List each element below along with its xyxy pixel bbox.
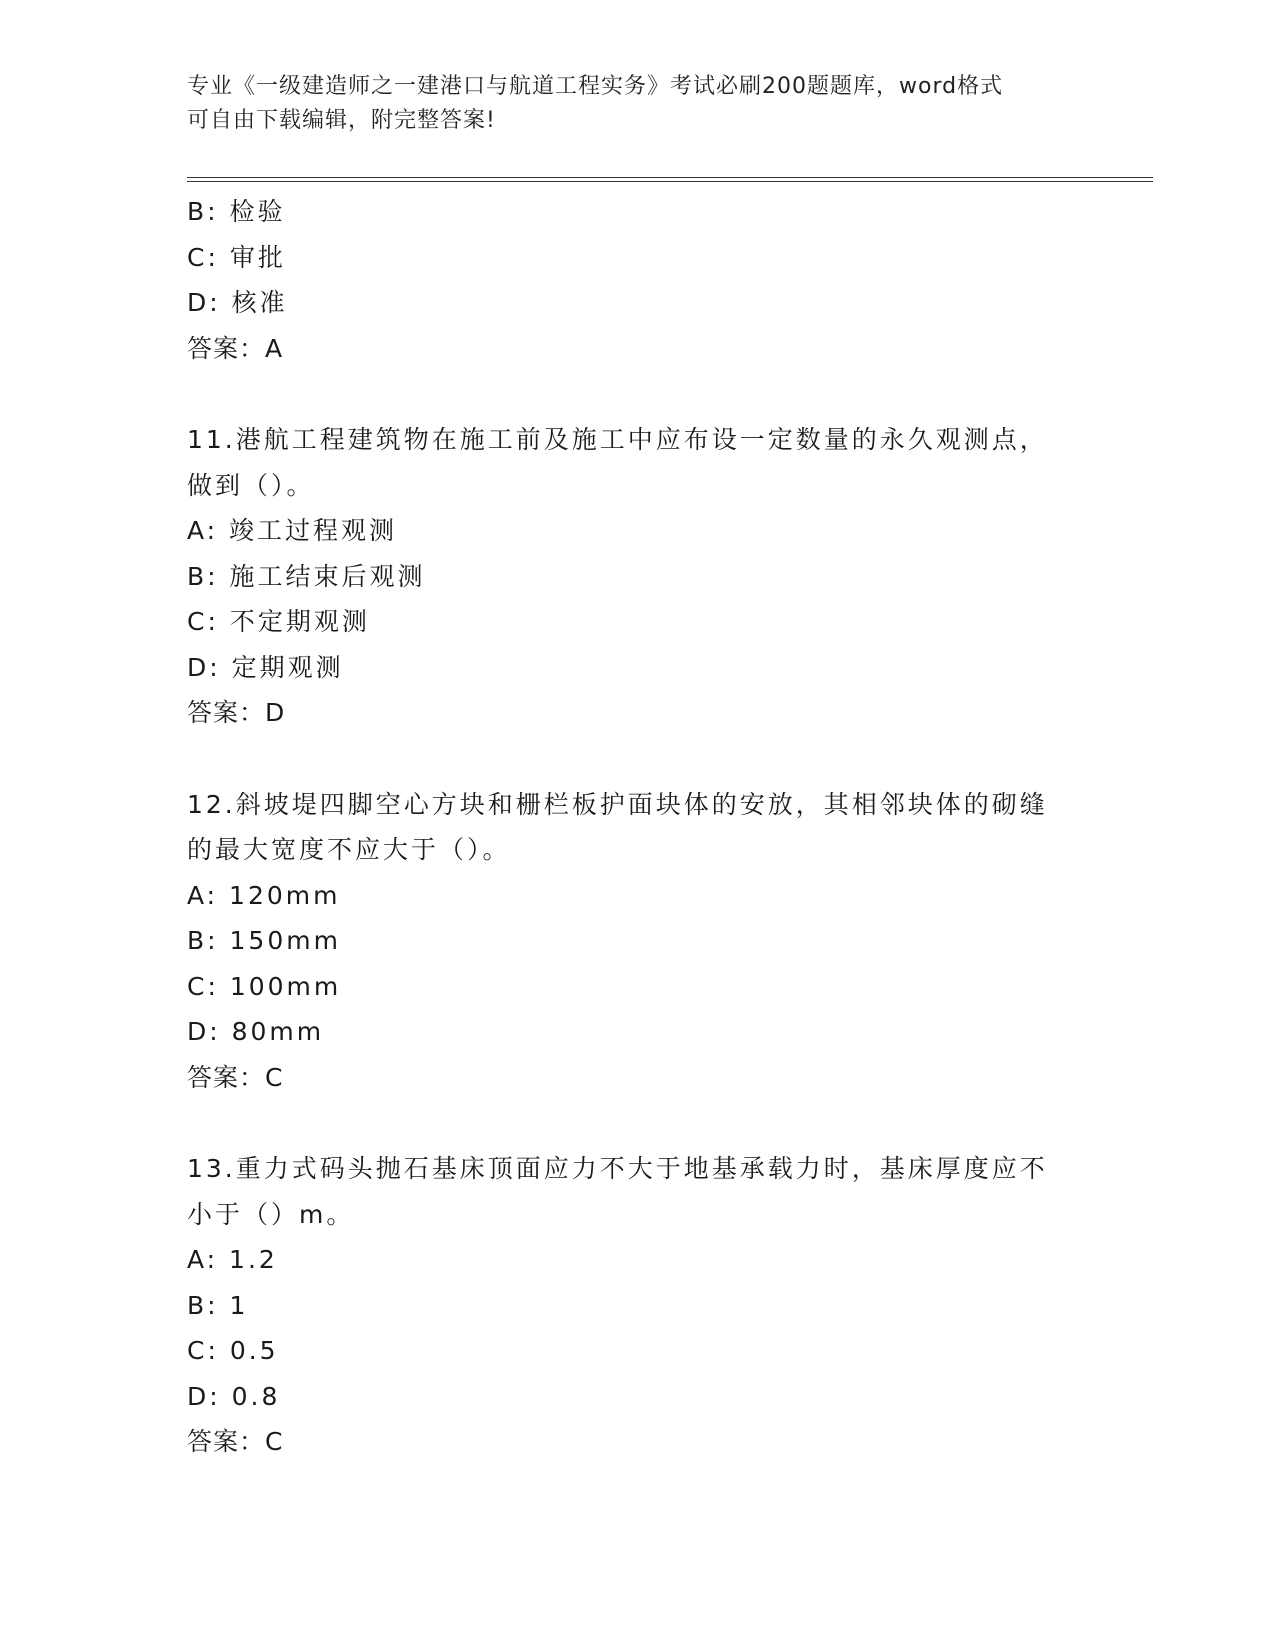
option-a: A: 1.2 <box>187 1245 278 1274</box>
question-11 <box>187 417 1087 736</box>
page-header <box>187 70 1067 138</box>
header-title-line2: 可自由下载编辑，附完整答案! <box>187 108 496 133</box>
option-b: B: 检验 <box>187 197 286 226</box>
question-text-line2: 小于（）m。 <box>187 1199 355 1229</box>
header-title-line1: 专业《一级建造师之一建港口与航道工程实务》考试必刷200题题库，word格式 <box>187 74 1004 99</box>
question-13 <box>187 1146 1087 1465</box>
option-c: C: 0.5 <box>187 1336 279 1365</box>
option-c: C: 100mm <box>187 971 342 1001</box>
option-c: C: 不定期观测 <box>187 607 370 636</box>
option-b: B: 150mm <box>187 926 341 955</box>
option-d: D: 定期观测 <box>187 652 344 682</box>
answer-line: 答案：A <box>187 333 284 363</box>
header-divider <box>187 177 1153 178</box>
question-text-line1: 12.斜坡堤四脚空心方块和栅栏板护面块体的安放，其相邻块体的砌缝 <box>187 789 1048 819</box>
option-d: D: 0.8 <box>187 1381 281 1411</box>
option-d: D: 80mm <box>187 1017 325 1046</box>
answer-line: 答案：C <box>187 1062 284 1092</box>
option-b: B: 施工结束后观测 <box>187 561 426 591</box>
answer-line: 答案：D <box>187 698 286 727</box>
spacer <box>187 1100 1087 1146</box>
question-text-line1: 11.港航工程建筑物在施工前及施工中应布设一定数量的永久观测点， <box>187 425 1048 454</box>
question-text-line2: 做到（）。 <box>187 470 315 500</box>
option-a: A: 120mm <box>187 880 341 910</box>
answer-line: 答案：C <box>187 1427 284 1456</box>
spacer <box>187 736 1087 782</box>
option-d: D: 核准 <box>187 288 288 317</box>
question-text-line2: 的最大宽度不应大于（）。 <box>187 835 511 864</box>
question-list <box>187 189 1087 1465</box>
question-10-continued <box>187 189 1087 371</box>
question-text-line1: 13.重力式码头抛石基床顶面应力不大于地基承载力时，基床厚度应不 <box>187 1154 1048 1183</box>
option-a: A: 竣工过程观测 <box>187 516 398 545</box>
question-12 <box>187 782 1087 1101</box>
header-divider-secondary <box>187 181 1153 182</box>
option-c: C: 审批 <box>187 242 286 272</box>
option-b: B: 1 <box>187 1290 249 1320</box>
spacer <box>187 371 1087 417</box>
